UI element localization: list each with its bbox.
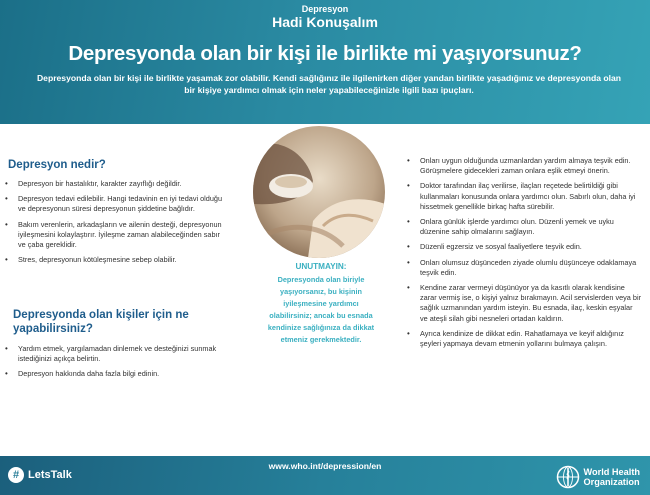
remember-text: Depresyonda olan biriyle yaşıyorsanız, bu kişinin iyileşmesine yardımcı olabilirsiniz; ancak bu esnada kendinize sağlığınıza da dikkat etmeniz gerekmektedir. xyxy=(267,275,375,344)
who-emblem-icon xyxy=(556,465,580,489)
right-column xyxy=(402,156,642,354)
illustration-photo xyxy=(253,126,385,258)
hands-cup-illustration xyxy=(253,126,385,258)
section-what-is-depression-title: Depresyon nedir? xyxy=(8,159,106,171)
who-name-line1: World Health xyxy=(583,467,640,477)
list-item: • Ayrıca kendinize de dikkat edin. Rahatlamaya ve keyif aldığınız şeyleri yapmaya devam etmenin yollarını bulmaya çalışın. xyxy=(402,329,642,349)
what-you-can-do-list xyxy=(0,344,228,385)
list-item: • Depresyon tedavi edilebilir. Hangi tedavinin en iyi tedavi olduğu ve depresyonun süresi depresyonun şiddetine bağlıdır. xyxy=(0,194,228,214)
what-is-depression-list xyxy=(0,179,228,270)
list-item: • Onları uygun olduğunda uzmanlardan yardım almaya teşvik edin. Görüşmelere gidecekleri zaman onlara eşlik etmeyi önerin. xyxy=(402,156,642,176)
list-item: • Kendine zarar vermeyi düşünüyor ya da kasıtlı olarak kendisine zarar vermiş ise, o kişiyi yalnız bırakmayın. Acil servislerden veya bir sağlık uzmanından yardım isteyin. Bu esnada, ilaç, keskin eşyalar ve ateşli silah gibi nesneleri ortadan kaldırın. xyxy=(402,283,642,324)
left-column xyxy=(0,124,240,456)
list-item: • Bakım verenlerin, arkadaşların ve ailenin desteği, depresyonun iyileşmesini kolaylaştırır. İyileşme zaman alabileceğinden sabır ve çaba gereklidir. xyxy=(0,220,228,251)
website-url[interactable]: www.who.int/depression/en xyxy=(268,461,382,471)
list-item: • Onlara günlük işlerde yardımcı olun. Düzenli yemek ve uyku düzenine sahip olmalarını sağlayın. xyxy=(402,217,642,237)
list-item: • Yardım etmek, yargılamadan dinlemek ve desteğinizi sunmak istediğinizi açıkça belirtin. xyxy=(0,344,228,364)
header-banner xyxy=(0,0,650,124)
intro-text: Depresyonda olan bir kişi ile birlikte yaşamak zor olabilir. Kendi sağlığınız ile ilgilenirken diğer yandan birlikte yaşadığınız ve depresyonda olan bir kişiye yardımcı olmak için neler yapabileceğinizle ilgili bazı ipuçları. xyxy=(36,73,622,95)
section-what-you-can-do-title: Depresyonda olan kişiler için ne yapabilirsiniz? xyxy=(13,309,189,335)
page-title: Depresyonda olan bir kişi ile birlikte mi yaşıyorsunuz? xyxy=(68,42,582,65)
list-item: • Stres, depresyonun kötüleşmesine sebep olabilir. xyxy=(0,255,228,265)
hashtag-icon: # xyxy=(8,467,24,483)
remember-callout xyxy=(262,262,380,346)
hashtag xyxy=(8,467,72,483)
list-item: • Düzenli egzersiz ve sosyal faaliyetlere teşvik edin. xyxy=(402,242,642,252)
list-item: • Onları olumsuz düşünceden ziyade olumlu düşünceye odaklamaya teşvik edin. xyxy=(402,258,642,278)
who-name xyxy=(584,467,641,487)
remember-title: UNUTMAYIN: xyxy=(295,262,347,271)
campaign-topic: Depresyon xyxy=(301,4,349,14)
tips-list xyxy=(402,156,642,349)
who-name-line2: Organization xyxy=(583,477,640,487)
hashtag-label: LetsTalk xyxy=(28,469,72,481)
campaign-name: Hadi Konuşalım xyxy=(272,14,378,30)
main-content xyxy=(0,124,650,456)
list-item: • Depresyon bir hastalıktır, karakter zayıflığı değildir. xyxy=(0,179,228,189)
who-logo xyxy=(556,465,641,489)
footer-banner xyxy=(0,456,650,495)
list-item: • Doktor tarafından ilaç verilirse, ilaçları reçetede belirtildiği gibi kullanmaları konusunda onlara yardımcı olun. Sabırlı olun, daha iyi hissetmek genellikle birkaç hafta sürebilir. xyxy=(402,181,642,212)
list-item: • Depresyon hakkında daha fazla bilgi edinin. xyxy=(0,369,228,379)
